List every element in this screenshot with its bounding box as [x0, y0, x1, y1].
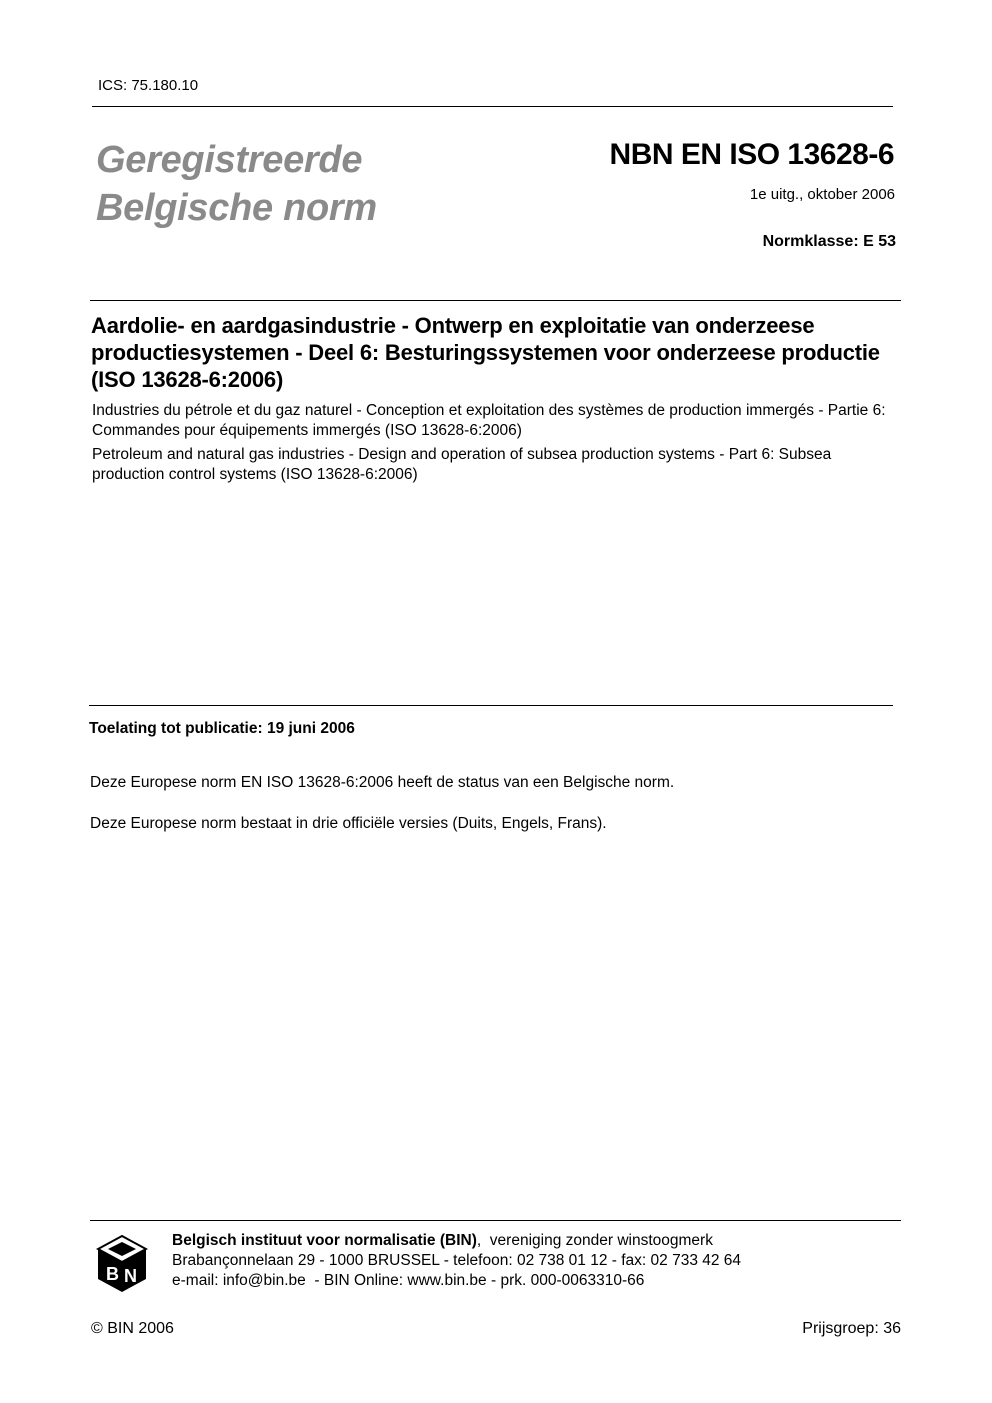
publication-approval: Toelating tot publicatie: 19 juni 2006: [89, 720, 355, 737]
body-rule: [89, 705, 893, 706]
norm-class: Normklasse: E 53: [762, 233, 896, 250]
title-french: Industries du pétrole et du gaz naturel - Conception et exploitation des systèmes de production immergés - Partie 6: Commandes pour équipements immergés (ISO 13628-6:2006): [92, 402, 886, 439]
organisation-name: Belgisch instituut voor normalisatie (BIN): [172, 1232, 477, 1249]
logo-letter-b: B: [106, 1264, 119, 1284]
footer-rule: [90, 1220, 901, 1221]
ics-code: ICS: 75.180.10: [98, 77, 199, 94]
organisation-type: , vereniging zonder winstoogmerk: [476, 1232, 713, 1249]
title-dutch: Aardolie- en aardgasindustrie - Ontwerp en exploitatie van onderzeese productiesystemen - Deel 6: Besturingssystemen voor onderzeese productie (ISO 13628-6:2006): [91, 313, 880, 392]
organisation-name-line: [172, 1231, 741, 1251]
logo-letter-n: N: [124, 1266, 137, 1286]
registered-norm-heading: [96, 136, 377, 232]
versions-paragraph: Deze Europese norm bestaat in drie officiële versies (Duits, Engels, Frans).: [90, 815, 607, 832]
header-rule: [92, 106, 893, 107]
bin-logo-icon: [96, 1234, 148, 1294]
organisation-block: [172, 1231, 741, 1291]
copyright: © BIN 2006: [91, 1320, 174, 1337]
organisation-address: Brabançonnelaan 29 - 1000 BRUSSEL - telefoon: 02 738 01 12 - fax: 02 733 42 64: [172, 1252, 742, 1269]
title-rule: [90, 300, 901, 301]
organisation-contact: e-mail: info@bin.be - BIN Online: www.bin.be - prk. 000-0063310-66: [172, 1272, 645, 1289]
title-english: Petroleum and natural gas industries - Design and operation of subsea production systems - Part 6: Subsea production control systems (ISO 13628-6:2006): [92, 446, 832, 483]
status-paragraph: Deze Europese norm EN ISO 13628-6:2006 heeft de status van een Belgische norm.: [90, 774, 675, 791]
registered-norm-line-1: Geregistreerde: [96, 139, 363, 181]
edition-date: 1e uitg., oktober 2006: [749, 186, 895, 203]
registered-norm-line-2: Belgische norm: [96, 187, 377, 229]
norm-identifier: NBN EN ISO 13628-6: [609, 138, 894, 171]
price-group: Prijsgroep: 36: [802, 1320, 901, 1337]
